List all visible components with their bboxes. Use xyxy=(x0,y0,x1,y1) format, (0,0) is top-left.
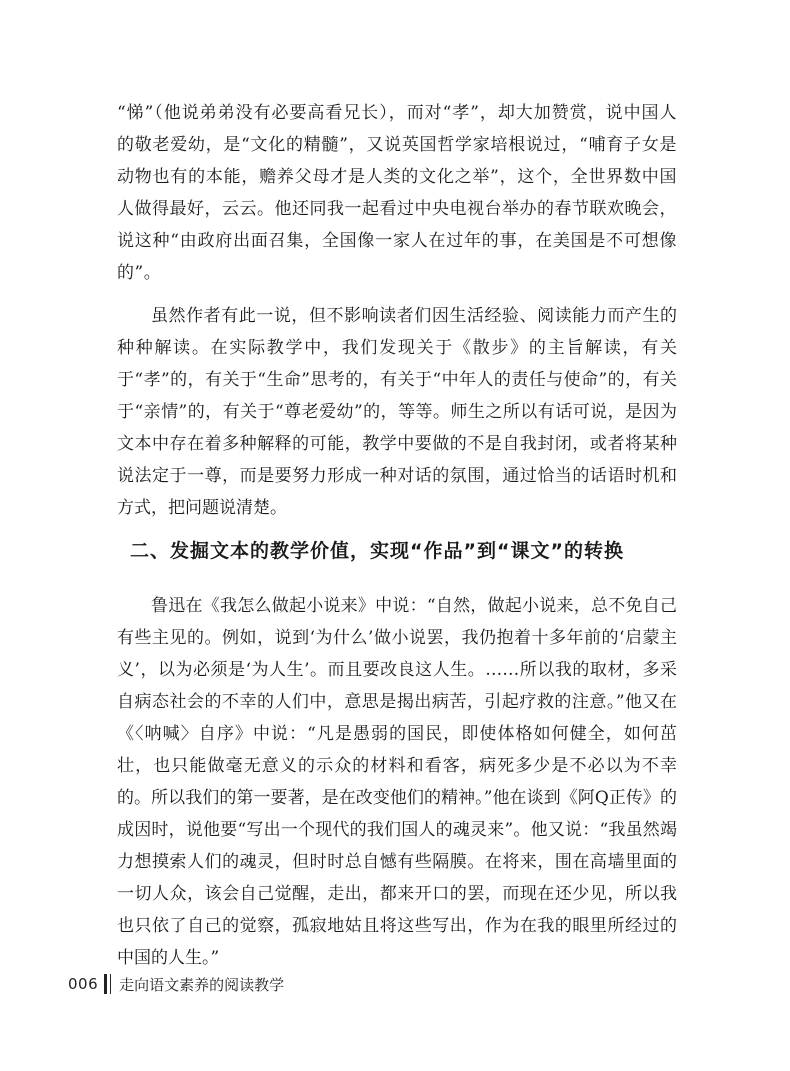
footer-divider-thin xyxy=(110,974,111,994)
page-footer xyxy=(68,972,284,996)
footer-divider xyxy=(104,974,107,994)
page-number: 006 xyxy=(68,975,99,993)
body-paragraph-2: 鲁迅在《我怎么做起小说来》中说：“自然，做起小说来，总不免自己有些主见的。例如，说到‘为什么’做小说罢，我仍抱着十多年前的‘启蒙主义’，以为必须是‘为人生’。而且要改良这人生。……所以我的取材，多采自病态社会的不幸的人们中，意思是揭出病苦，引起疗救的注意。”他又在《〈呐喊〉自序》中说：“凡是愚弱的国民，即使体格如何健全，如何茁壮，也只能做毫无意义的示众的材料和看客，病死多少是不必以为不幸的。所以我们的第一要著，是在改变他们的精神。”他在谈到《阿Q正传》的成因时，说他要“写出一个现代的我们国人的魂灵来”。他又说：“我虽然竭力想摸索人们的魂灵，但时时总自憾有些隔膜。在将来，围在高墙里面的一切人众，该会自己觉醒，走出，都来开口的罢，而现在还少见，所以我也只依了自己的觉察，孤寂地姑且将这些写出，作为在我的眼里所经过的中国的人生。” xyxy=(117,596,677,968)
book-title: 走向语文素养的阅读教学 xyxy=(119,975,285,994)
quote-block: “悌”（他说弟弟没有必要高看兄长），而对“孝”，却大加赞赏，说中国人的敬老爱幼，是“文化的精髓”，又说英国哲学家培根说过，“哺育子女是动物也有的本能，赡养父母才是人类的文化之举”，这个，全世界数中国人做得最好，云云。他还同我一起看过中央电视台举办的春节联欢晚会，说这种“由政府出面召集，全国像一家人在过年的事，在美国是不可想像的”。 xyxy=(117,103,677,283)
body-paragraph-1: 虽然作者有此一说，但不影响读者们因生活经验、阅读能力而产生的种种解读。在实际教学中，我们发现关于《散步》的主旨解读，有关于“孝”的，有关于“生命”思考的，有关于“中年人的责任与使命”的，有关于“亲情”的，有关于“尊老爱幼”的，等等。师生之所以有话可说，是因为文本中存在着多种解释的可能，教学中要做的不是自我封闭，或者将某种说法定于一尊，而是要努力形成一种对话的氛围，通过恰当的话语时机和方式，把问题说清楚。 xyxy=(117,306,677,518)
section-heading: 二、发掘文本的教学价值，实现“作品”到“课文”的转换 xyxy=(130,540,624,562)
